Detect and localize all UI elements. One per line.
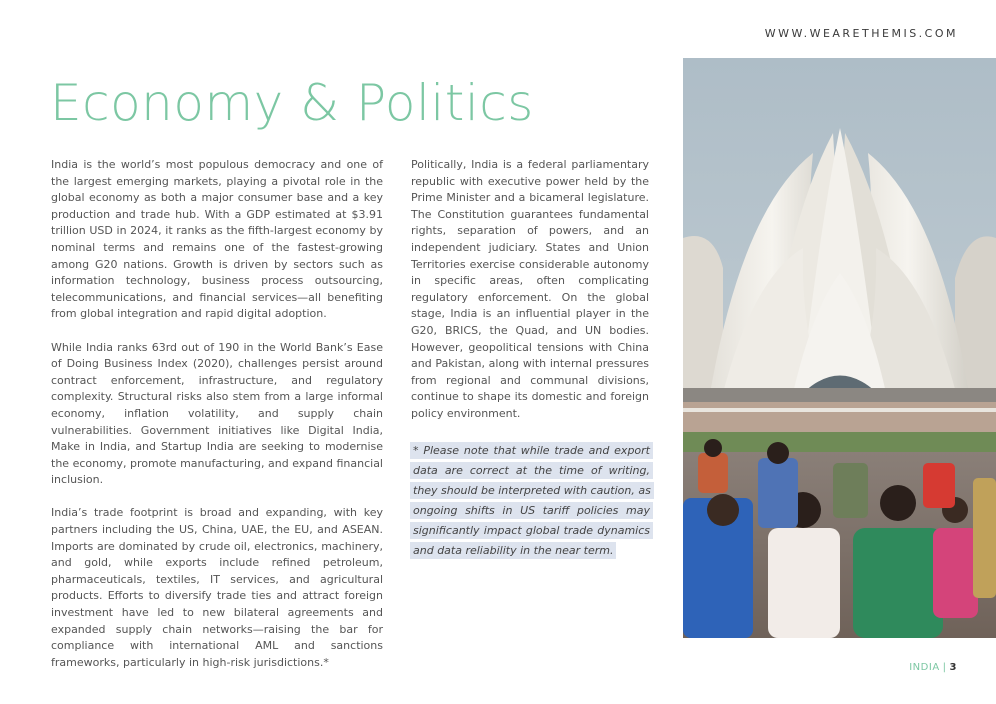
lotus-temple-photo [683,58,996,638]
note-text: * Please note that while trade and export data are correct at the time of writing, they should be interpreted with caution, as ongoing shifts in US tariff policies may significantly impact global trade dynamics and data reliability in the near term. [410,442,654,559]
footer-country: INDIA [909,662,940,673]
page-footer [909,662,957,673]
footer-separator: | [942,662,947,673]
paragraph-politics: Politically, India is a federal parliamentary republic with executive power held by the Prime Minister and a bicameral legislature. The Constitution guarantees fundamental rights, separation of powers, and an independent judiciary. States and Union Territories exercise considerable autonomy in specific areas, often complicating regulatory enforcement. On the global stage, India is an influential player in the G20, BRICS, the Quad, and UN bodies. However, geopolitical tensions with China and Pakistan, along with internal pressures from regional and communal divisions, continue to shape its domestic and foreign policy environment. [411,158,649,420]
trade-data-note [410,441,653,561]
paragraph-business-environment: While India ranks 63rd out of 190 in the World Bank’s Ease of Doing Business Index (2020), challenges persist around contract enforcement, infrastructure, and regulatory complexity. Structural risks also stem from a large informal economy, inflation volatility, and supply chain vulnerabilities. Government initiatives like Digital India, Make in India, and Startup India are seeking to modernise the economy, promote manufacturing, and expand financial inclusion. [51,340,383,487]
lotus-temple-illustration [683,58,996,638]
paragraph-trade: India’s trade footprint is broad and expanding, with key partners including the US, China, UAE, the EU, and ASEAN. Imports are dominated by crude oil, electronics, machinery, and gold, while exports include refined petroleum, pharmaceuticals, textiles, IT services, and agricultural products. Efforts to diversify trade ties and attract foreign investment have led to new bilateral agreements and expanded supply chain networks—raising the bar for compliance with international AML and sanctions frameworks, particularly in high-risk jurisdictions.* [51,506,383,669]
page-title: Economy & Politics [50,74,534,132]
paragraph-economy-overview: India is the world’s most populous democracy and one of the largest emerging markets, playing a pivotal role in the global economy as both a major consumer base and a key production and trade hub. With a GDP estimated at $3.91 trillion USD in 2024, it ranks as the fifth-largest economy by nominal terms and remains one of the fastest-growing among G20 nations. Growth is driven by sectors such as information technology, business process outsourcing, telecommunications, and financial services—all benefiting from global integration and rapid digital adoption. [51,158,383,321]
left-column [51,157,383,688]
middle-column [411,157,649,439]
page-number: 3 [949,662,957,673]
site-url[interactable]: WWW.WEARETHEMIS.COM [764,27,958,40]
